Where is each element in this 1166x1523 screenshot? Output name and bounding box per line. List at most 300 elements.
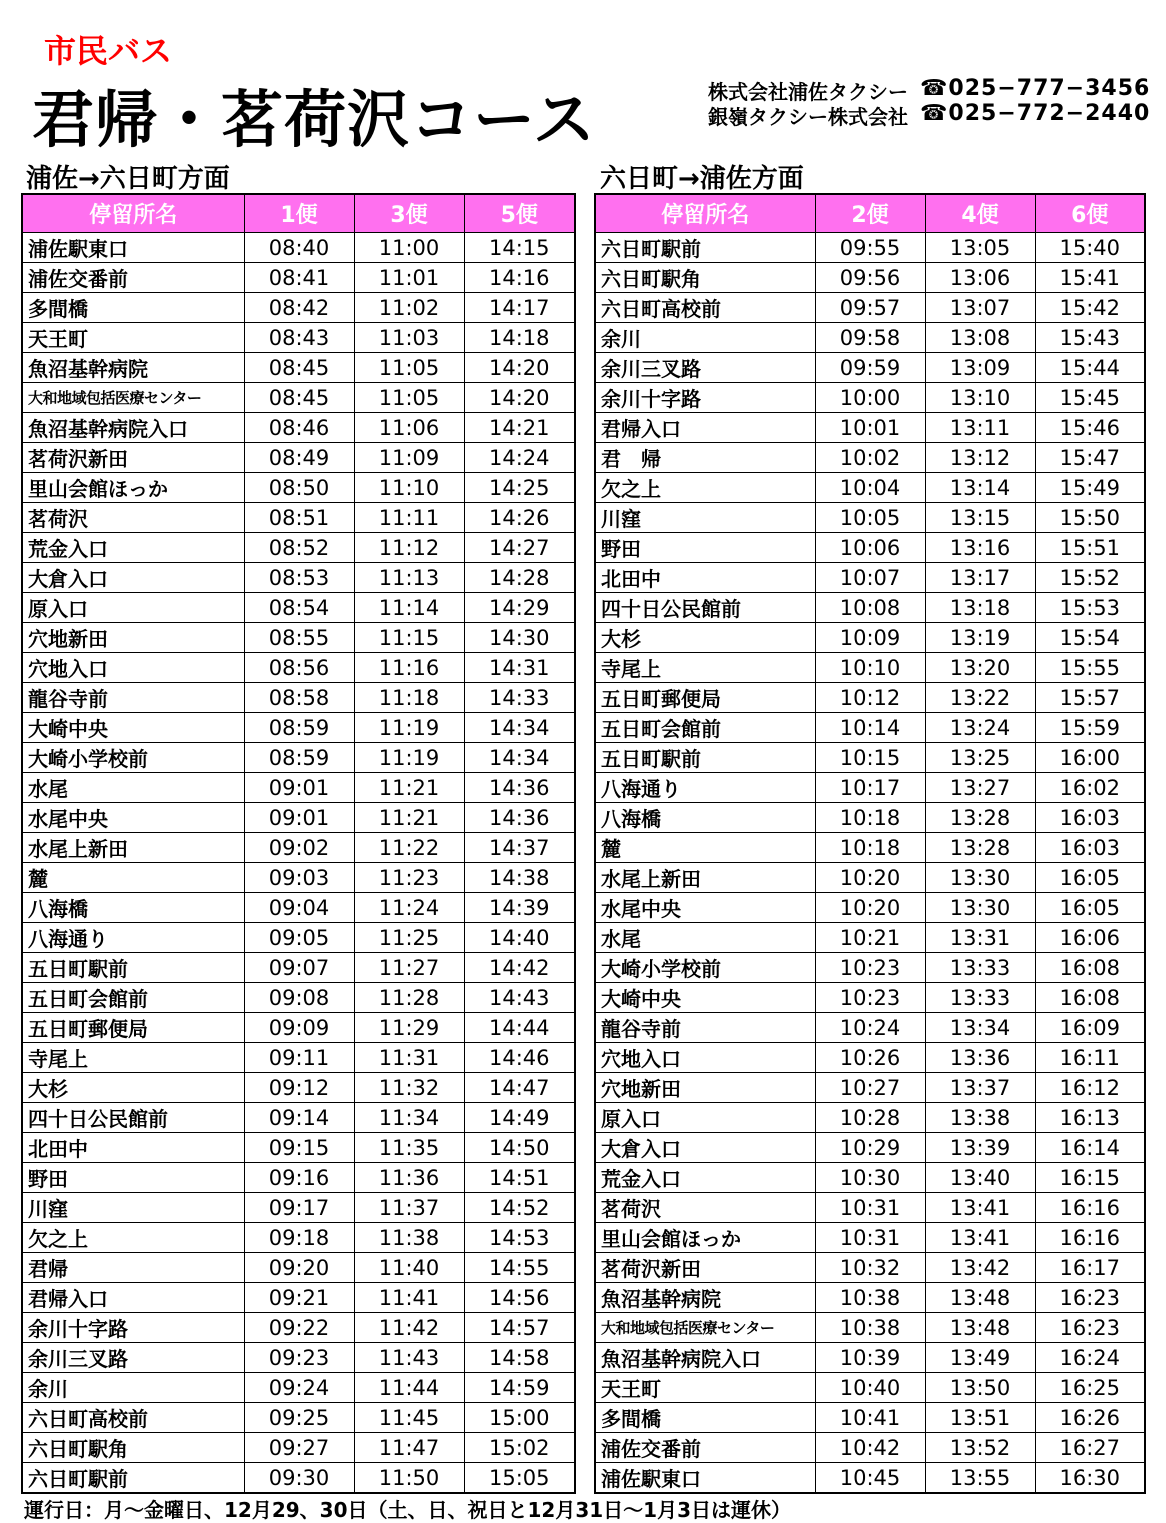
stop-name: 原入口 — [22, 593, 244, 623]
departure-time: 08:58 — [244, 683, 354, 713]
departure-time: 16:08 — [1035, 953, 1145, 983]
column-header-trip: 5便 — [464, 194, 575, 233]
table-row — [22, 233, 575, 263]
stop-name: 余川 — [22, 1373, 244, 1403]
departure-time: 16:17 — [1035, 1253, 1145, 1283]
departure-time: 13:33 — [925, 953, 1035, 983]
departure-time: 10:17 — [815, 773, 925, 803]
stop-name: 穴地入口 — [595, 1043, 815, 1073]
departure-time: 16:23 — [1035, 1313, 1145, 1343]
stop-name: 六日町駅角 — [22, 1433, 244, 1463]
departure-time: 11:28 — [354, 983, 464, 1013]
table-row — [22, 833, 575, 863]
table-row — [595, 1073, 1145, 1103]
departure-time: 13:05 — [925, 233, 1035, 263]
departure-time: 11:41 — [354, 1283, 464, 1313]
stop-name: 野田 — [22, 1163, 244, 1193]
departure-time: 11:05 — [354, 383, 464, 413]
departure-time: 11:12 — [354, 533, 464, 563]
departure-time: 10:40 — [815, 1373, 925, 1403]
stop-name: 川窪 — [595, 503, 815, 533]
departure-time: 14:51 — [464, 1163, 575, 1193]
departure-time: 09:27 — [244, 1433, 354, 1463]
departure-time: 09:23 — [244, 1343, 354, 1373]
departure-time: 11:00 — [354, 233, 464, 263]
departure-time: 10:21 — [815, 923, 925, 953]
departure-time: 14:55 — [464, 1253, 575, 1283]
stop-name: 水尾 — [595, 923, 815, 953]
departure-time: 13:25 — [925, 743, 1035, 773]
departure-time: 15:52 — [1035, 563, 1145, 593]
departure-time: 16:14 — [1035, 1133, 1145, 1163]
departure-time: 16:00 — [1035, 743, 1145, 773]
table-row — [22, 1193, 575, 1223]
departure-time: 13:08 — [925, 323, 1035, 353]
departure-time: 13:42 — [925, 1253, 1035, 1283]
stop-name: 茗荷沢新田 — [22, 443, 244, 473]
stop-name: 大和地域包括医療センター — [22, 383, 244, 413]
stop-name: 大倉入口 — [595, 1133, 815, 1163]
stop-name: 大杉 — [22, 1073, 244, 1103]
phone-number: ☎025−772−2440 — [920, 101, 1151, 126]
departure-time: 09:04 — [244, 893, 354, 923]
stop-name: 麓 — [22, 863, 244, 893]
table-row — [22, 983, 575, 1013]
departure-time: 13:55 — [925, 1463, 1035, 1494]
stop-name: 水尾中央 — [22, 803, 244, 833]
table-row — [22, 653, 575, 683]
departure-time: 14:18 — [464, 323, 575, 353]
departure-time: 14:25 — [464, 473, 575, 503]
stop-name: 欠之上 — [595, 473, 815, 503]
course-title: 君帰・茗荷沢コース — [32, 83, 596, 156]
table-row — [22, 1133, 575, 1163]
departure-time: 13:28 — [925, 803, 1035, 833]
departure-time: 14:43 — [464, 983, 575, 1013]
stop-name: 浦佐駅東口 — [595, 1463, 815, 1494]
departure-time: 10:23 — [815, 983, 925, 1013]
departure-time: 14:49 — [464, 1103, 575, 1133]
departure-time: 15:43 — [1035, 323, 1145, 353]
departure-time: 14:33 — [464, 683, 575, 713]
table-row — [595, 1103, 1145, 1133]
stop-name: 大倉入口 — [22, 563, 244, 593]
departure-time: 13:27 — [925, 773, 1035, 803]
departure-time: 16:23 — [1035, 1283, 1145, 1313]
departure-time: 14:28 — [464, 563, 575, 593]
departure-time: 11:16 — [354, 653, 464, 683]
departure-time: 09:58 — [815, 323, 925, 353]
stop-name: 君帰入口 — [22, 1283, 244, 1313]
departure-time: 11:42 — [354, 1313, 464, 1343]
departure-time: 10:05 — [815, 503, 925, 533]
departure-time: 09:59 — [815, 353, 925, 383]
departure-time: 09:22 — [244, 1313, 354, 1343]
departure-time: 16:30 — [1035, 1463, 1145, 1494]
departure-time: 10:27 — [815, 1073, 925, 1103]
table-header-row — [595, 194, 1145, 233]
company-name: 銀嶺タクシー株式会社 — [708, 105, 908, 129]
departure-time: 13:52 — [925, 1433, 1035, 1463]
table-row — [22, 413, 575, 443]
departure-time: 08:40 — [244, 233, 354, 263]
departure-time: 14:46 — [464, 1043, 575, 1073]
table-row — [22, 1223, 575, 1253]
table-row — [595, 1043, 1145, 1073]
departure-time: 11:18 — [354, 683, 464, 713]
departure-time: 14:59 — [464, 1373, 575, 1403]
departure-time: 14:15 — [464, 233, 575, 263]
departure-time: 11:40 — [354, 1253, 464, 1283]
table-row — [22, 353, 575, 383]
departure-time: 09:01 — [244, 803, 354, 833]
departure-time: 13:50 — [925, 1373, 1035, 1403]
departure-time: 13:33 — [925, 983, 1035, 1013]
stop-name: 麓 — [595, 833, 815, 863]
departure-time: 14:50 — [464, 1133, 575, 1163]
table-row — [22, 743, 575, 773]
departure-time: 11:14 — [354, 593, 464, 623]
table-row — [22, 533, 575, 563]
departure-time: 16:06 — [1035, 923, 1145, 953]
stop-name: 浦佐交番前 — [22, 263, 244, 293]
departure-time: 14:26 — [464, 503, 575, 533]
table-row — [595, 1253, 1145, 1283]
departure-time: 15:51 — [1035, 533, 1145, 563]
departure-time: 15:59 — [1035, 713, 1145, 743]
departure-time: 10:29 — [815, 1133, 925, 1163]
table-row — [595, 293, 1145, 323]
departure-time: 10:08 — [815, 593, 925, 623]
departure-time: 11:35 — [354, 1133, 464, 1163]
table-row — [595, 803, 1145, 833]
stop-name: 大崎中央 — [22, 713, 244, 743]
departure-time: 09:03 — [244, 863, 354, 893]
departure-time: 11:05 — [354, 353, 464, 383]
departure-time: 13:36 — [925, 1043, 1035, 1073]
stop-name: 寺尾上 — [22, 1043, 244, 1073]
stop-name: 君 帰 — [595, 443, 815, 473]
departure-time: 10:07 — [815, 563, 925, 593]
departure-time: 13:34 — [925, 1013, 1035, 1043]
table-row — [595, 233, 1145, 263]
departure-time: 15:40 — [1035, 233, 1145, 263]
stop-name: 天王町 — [22, 323, 244, 353]
table-row — [22, 803, 575, 833]
departure-time: 13:12 — [925, 443, 1035, 473]
departure-time: 14:39 — [464, 893, 575, 923]
table-row — [595, 983, 1145, 1013]
departure-time: 15:00 — [464, 1403, 575, 1433]
stop-name: 浦佐交番前 — [595, 1433, 815, 1463]
stop-name: 五日町会館前 — [595, 713, 815, 743]
table-row — [595, 923, 1145, 953]
departure-time: 14:38 — [464, 863, 575, 893]
stop-name: 五日町郵便局 — [595, 683, 815, 713]
departure-time: 13:06 — [925, 263, 1035, 293]
stop-name: 大杉 — [595, 623, 815, 653]
table-row — [595, 1313, 1145, 1343]
departure-time: 10:10 — [815, 653, 925, 683]
departure-time: 13:40 — [925, 1163, 1035, 1193]
direction-heading-right: 六日町→浦佐方面 — [600, 164, 804, 194]
departure-time: 13:17 — [925, 563, 1035, 593]
departure-time: 14:17 — [464, 293, 575, 323]
table-row — [22, 473, 575, 503]
departure-time: 14:57 — [464, 1313, 575, 1343]
departure-time: 14:20 — [464, 383, 575, 413]
table-row — [595, 1463, 1145, 1494]
departure-time: 11:36 — [354, 1163, 464, 1193]
stop-name: 里山会館ほっか — [595, 1223, 815, 1253]
table-row — [595, 713, 1145, 743]
departure-time: 14:36 — [464, 773, 575, 803]
departure-time: 13:38 — [925, 1103, 1035, 1133]
departure-time: 13:15 — [925, 503, 1035, 533]
column-header-trip: 3便 — [354, 194, 464, 233]
direction-heading-left: 浦佐→六日町方面 — [26, 164, 230, 194]
table-row — [595, 533, 1145, 563]
departure-time: 13:16 — [925, 533, 1035, 563]
departure-time: 08:54 — [244, 593, 354, 623]
departure-time: 15:47 — [1035, 443, 1145, 473]
departure-time: 16:02 — [1035, 773, 1145, 803]
departure-time: 09:56 — [815, 263, 925, 293]
departure-time: 08:49 — [244, 443, 354, 473]
departure-time: 10:04 — [815, 473, 925, 503]
table-row — [22, 563, 575, 593]
column-header-trip: 4便 — [925, 194, 1035, 233]
departure-time: 11:43 — [354, 1343, 464, 1373]
departure-time: 11:15 — [354, 623, 464, 653]
departure-time: 10:39 — [815, 1343, 925, 1373]
departure-time: 14:40 — [464, 923, 575, 953]
departure-time: 14:58 — [464, 1343, 575, 1373]
table-row — [595, 773, 1145, 803]
departure-time: 11:06 — [354, 413, 464, 443]
stop-name: 魚沼基幹病院 — [22, 353, 244, 383]
stop-name: 茗荷沢新田 — [595, 1253, 815, 1283]
stop-name: 大崎小学校前 — [595, 953, 815, 983]
departure-time: 13:37 — [925, 1073, 1035, 1103]
table-row — [22, 263, 575, 293]
table-row — [22, 503, 575, 533]
stop-name: 茗荷沢 — [22, 503, 244, 533]
departure-time: 10:20 — [815, 863, 925, 893]
departure-time: 11:03 — [354, 323, 464, 353]
stop-name: 多間橋 — [22, 293, 244, 323]
departure-time: 10:31 — [815, 1223, 925, 1253]
departure-time: 15:53 — [1035, 593, 1145, 623]
departure-time: 11:19 — [354, 743, 464, 773]
table-row — [595, 953, 1145, 983]
departure-time: 16:16 — [1035, 1193, 1145, 1223]
departure-time: 13:22 — [925, 683, 1035, 713]
stop-name: 茗荷沢 — [595, 1193, 815, 1223]
table-row — [22, 1073, 575, 1103]
table-row — [595, 893, 1145, 923]
departure-time: 13:10 — [925, 383, 1035, 413]
table-row — [22, 1403, 575, 1433]
stop-name: 水尾上新田 — [22, 833, 244, 863]
departure-time: 08:59 — [244, 743, 354, 773]
company-ginrei-taxi — [708, 101, 1151, 130]
departure-time: 08:46 — [244, 413, 354, 443]
departure-time: 10:18 — [815, 833, 925, 863]
table-row — [22, 1103, 575, 1133]
departure-time: 09:07 — [244, 953, 354, 983]
departure-time: 10:26 — [815, 1043, 925, 1073]
departure-time: 14:27 — [464, 533, 575, 563]
table-row — [22, 1343, 575, 1373]
departure-time: 10:24 — [815, 1013, 925, 1043]
table-row — [595, 563, 1145, 593]
departure-time: 16:03 — [1035, 833, 1145, 863]
table-row — [22, 923, 575, 953]
stop-name: 余川 — [595, 323, 815, 353]
table-row — [22, 323, 575, 353]
stop-name: 穴地新田 — [22, 623, 244, 653]
departure-time: 11:01 — [354, 263, 464, 293]
departure-time: 15:41 — [1035, 263, 1145, 293]
departure-time: 13:20 — [925, 653, 1035, 683]
departure-time: 14:24 — [464, 443, 575, 473]
table-row — [595, 593, 1145, 623]
departure-time: 11:32 — [354, 1073, 464, 1103]
departure-time: 11:50 — [354, 1463, 464, 1494]
departure-time: 13:41 — [925, 1193, 1035, 1223]
departure-time: 16:15 — [1035, 1163, 1145, 1193]
departure-time: 11:29 — [354, 1013, 464, 1043]
departure-time: 10:20 — [815, 893, 925, 923]
departure-time: 13:41 — [925, 1223, 1035, 1253]
departure-time: 15:42 — [1035, 293, 1145, 323]
table-row — [595, 353, 1145, 383]
departure-time: 15:44 — [1035, 353, 1145, 383]
stop-name: 天王町 — [595, 1373, 815, 1403]
table-row — [595, 263, 1145, 293]
table-row — [595, 1283, 1145, 1313]
departure-time: 09:05 — [244, 923, 354, 953]
departure-time: 09:14 — [244, 1103, 354, 1133]
stop-name: 六日町駅角 — [595, 263, 815, 293]
departure-time: 11:19 — [354, 713, 464, 743]
table-row — [22, 893, 575, 923]
table-row — [22, 293, 575, 323]
table-row — [595, 1343, 1145, 1373]
stop-name: 八海橋 — [22, 893, 244, 923]
table-row — [22, 863, 575, 893]
departure-time: 16:12 — [1035, 1073, 1145, 1103]
departure-time: 09:15 — [244, 1133, 354, 1163]
stop-name: 余川三叉路 — [22, 1343, 244, 1373]
departure-time: 14:44 — [464, 1013, 575, 1043]
departure-time: 09:16 — [244, 1163, 354, 1193]
table-row — [22, 1373, 575, 1403]
table-row — [595, 683, 1145, 713]
stop-name: 魚沼基幹病院入口 — [22, 413, 244, 443]
operating-days-note: 運行日：月～金曜日、12月29、30日（土、日、祝日と12月31日～1月3日は運休） — [24, 1498, 791, 1522]
stop-name: 龍谷寺前 — [22, 683, 244, 713]
departure-time: 14:34 — [464, 743, 575, 773]
departure-time: 10:38 — [815, 1313, 925, 1343]
stop-name: 五日町郵便局 — [22, 1013, 244, 1043]
departure-time: 10:23 — [815, 953, 925, 983]
stop-name: 六日町高校前 — [595, 293, 815, 323]
stop-name: 八海通り — [595, 773, 815, 803]
departure-time: 13:11 — [925, 413, 1035, 443]
departure-time: 11:38 — [354, 1223, 464, 1253]
departure-time: 13:30 — [925, 893, 1035, 923]
departure-time: 14:21 — [464, 413, 575, 443]
stop-name: 余川十字路 — [22, 1313, 244, 1343]
departure-time: 13:07 — [925, 293, 1035, 323]
stop-name: 君帰 — [22, 1253, 244, 1283]
departure-time: 10:06 — [815, 533, 925, 563]
stop-name: 川窪 — [22, 1193, 244, 1223]
stop-name: 魚沼基幹病院入口 — [595, 1343, 815, 1373]
departure-time: 14:36 — [464, 803, 575, 833]
departure-time: 10:31 — [815, 1193, 925, 1223]
departure-time: 11:34 — [354, 1103, 464, 1133]
table-row — [595, 1373, 1145, 1403]
stop-name: 原入口 — [595, 1103, 815, 1133]
departure-time: 10:15 — [815, 743, 925, 773]
stop-name: 北田中 — [595, 563, 815, 593]
stop-name: 余川十字路 — [595, 383, 815, 413]
departure-time: 13:19 — [925, 623, 1035, 653]
departure-time: 10:14 — [815, 713, 925, 743]
departure-time: 10:09 — [815, 623, 925, 653]
stop-name: 大和地域包括医療センター — [595, 1313, 815, 1343]
stop-name: 君帰入口 — [595, 413, 815, 443]
departure-time: 16:03 — [1035, 803, 1145, 833]
departure-time: 15:49 — [1035, 473, 1145, 503]
departure-time: 11:11 — [354, 503, 464, 533]
departure-time: 11:25 — [354, 923, 464, 953]
table-row — [595, 383, 1145, 413]
departure-time: 08:59 — [244, 713, 354, 743]
departure-time: 09:11 — [244, 1043, 354, 1073]
departure-time: 10:01 — [815, 413, 925, 443]
table-row — [595, 413, 1145, 443]
departure-time: 09:55 — [815, 233, 925, 263]
table-row — [595, 473, 1145, 503]
departure-time: 09:02 — [244, 833, 354, 863]
stop-name: 浦佐駅東口 — [22, 233, 244, 263]
departure-time: 16:05 — [1035, 863, 1145, 893]
departure-time: 14:20 — [464, 353, 575, 383]
departure-time: 11:27 — [354, 953, 464, 983]
departure-time: 11:23 — [354, 863, 464, 893]
column-header-trip: 6便 — [1035, 194, 1145, 233]
departure-time: 13:28 — [925, 833, 1035, 863]
departure-time: 14:52 — [464, 1193, 575, 1223]
table-row — [22, 773, 575, 803]
departure-time: 14:30 — [464, 623, 575, 653]
stop-name: 里山会館ほっか — [22, 473, 244, 503]
departure-time: 16:08 — [1035, 983, 1145, 1013]
departure-time: 10:42 — [815, 1433, 925, 1463]
departure-time: 09:08 — [244, 983, 354, 1013]
departure-time: 10:30 — [815, 1163, 925, 1193]
departure-time: 09:24 — [244, 1373, 354, 1403]
departure-time: 15:46 — [1035, 413, 1145, 443]
stop-name: 欠之上 — [22, 1223, 244, 1253]
stop-name: 水尾中央 — [595, 893, 815, 923]
departure-time: 08:42 — [244, 293, 354, 323]
table-row — [595, 503, 1145, 533]
